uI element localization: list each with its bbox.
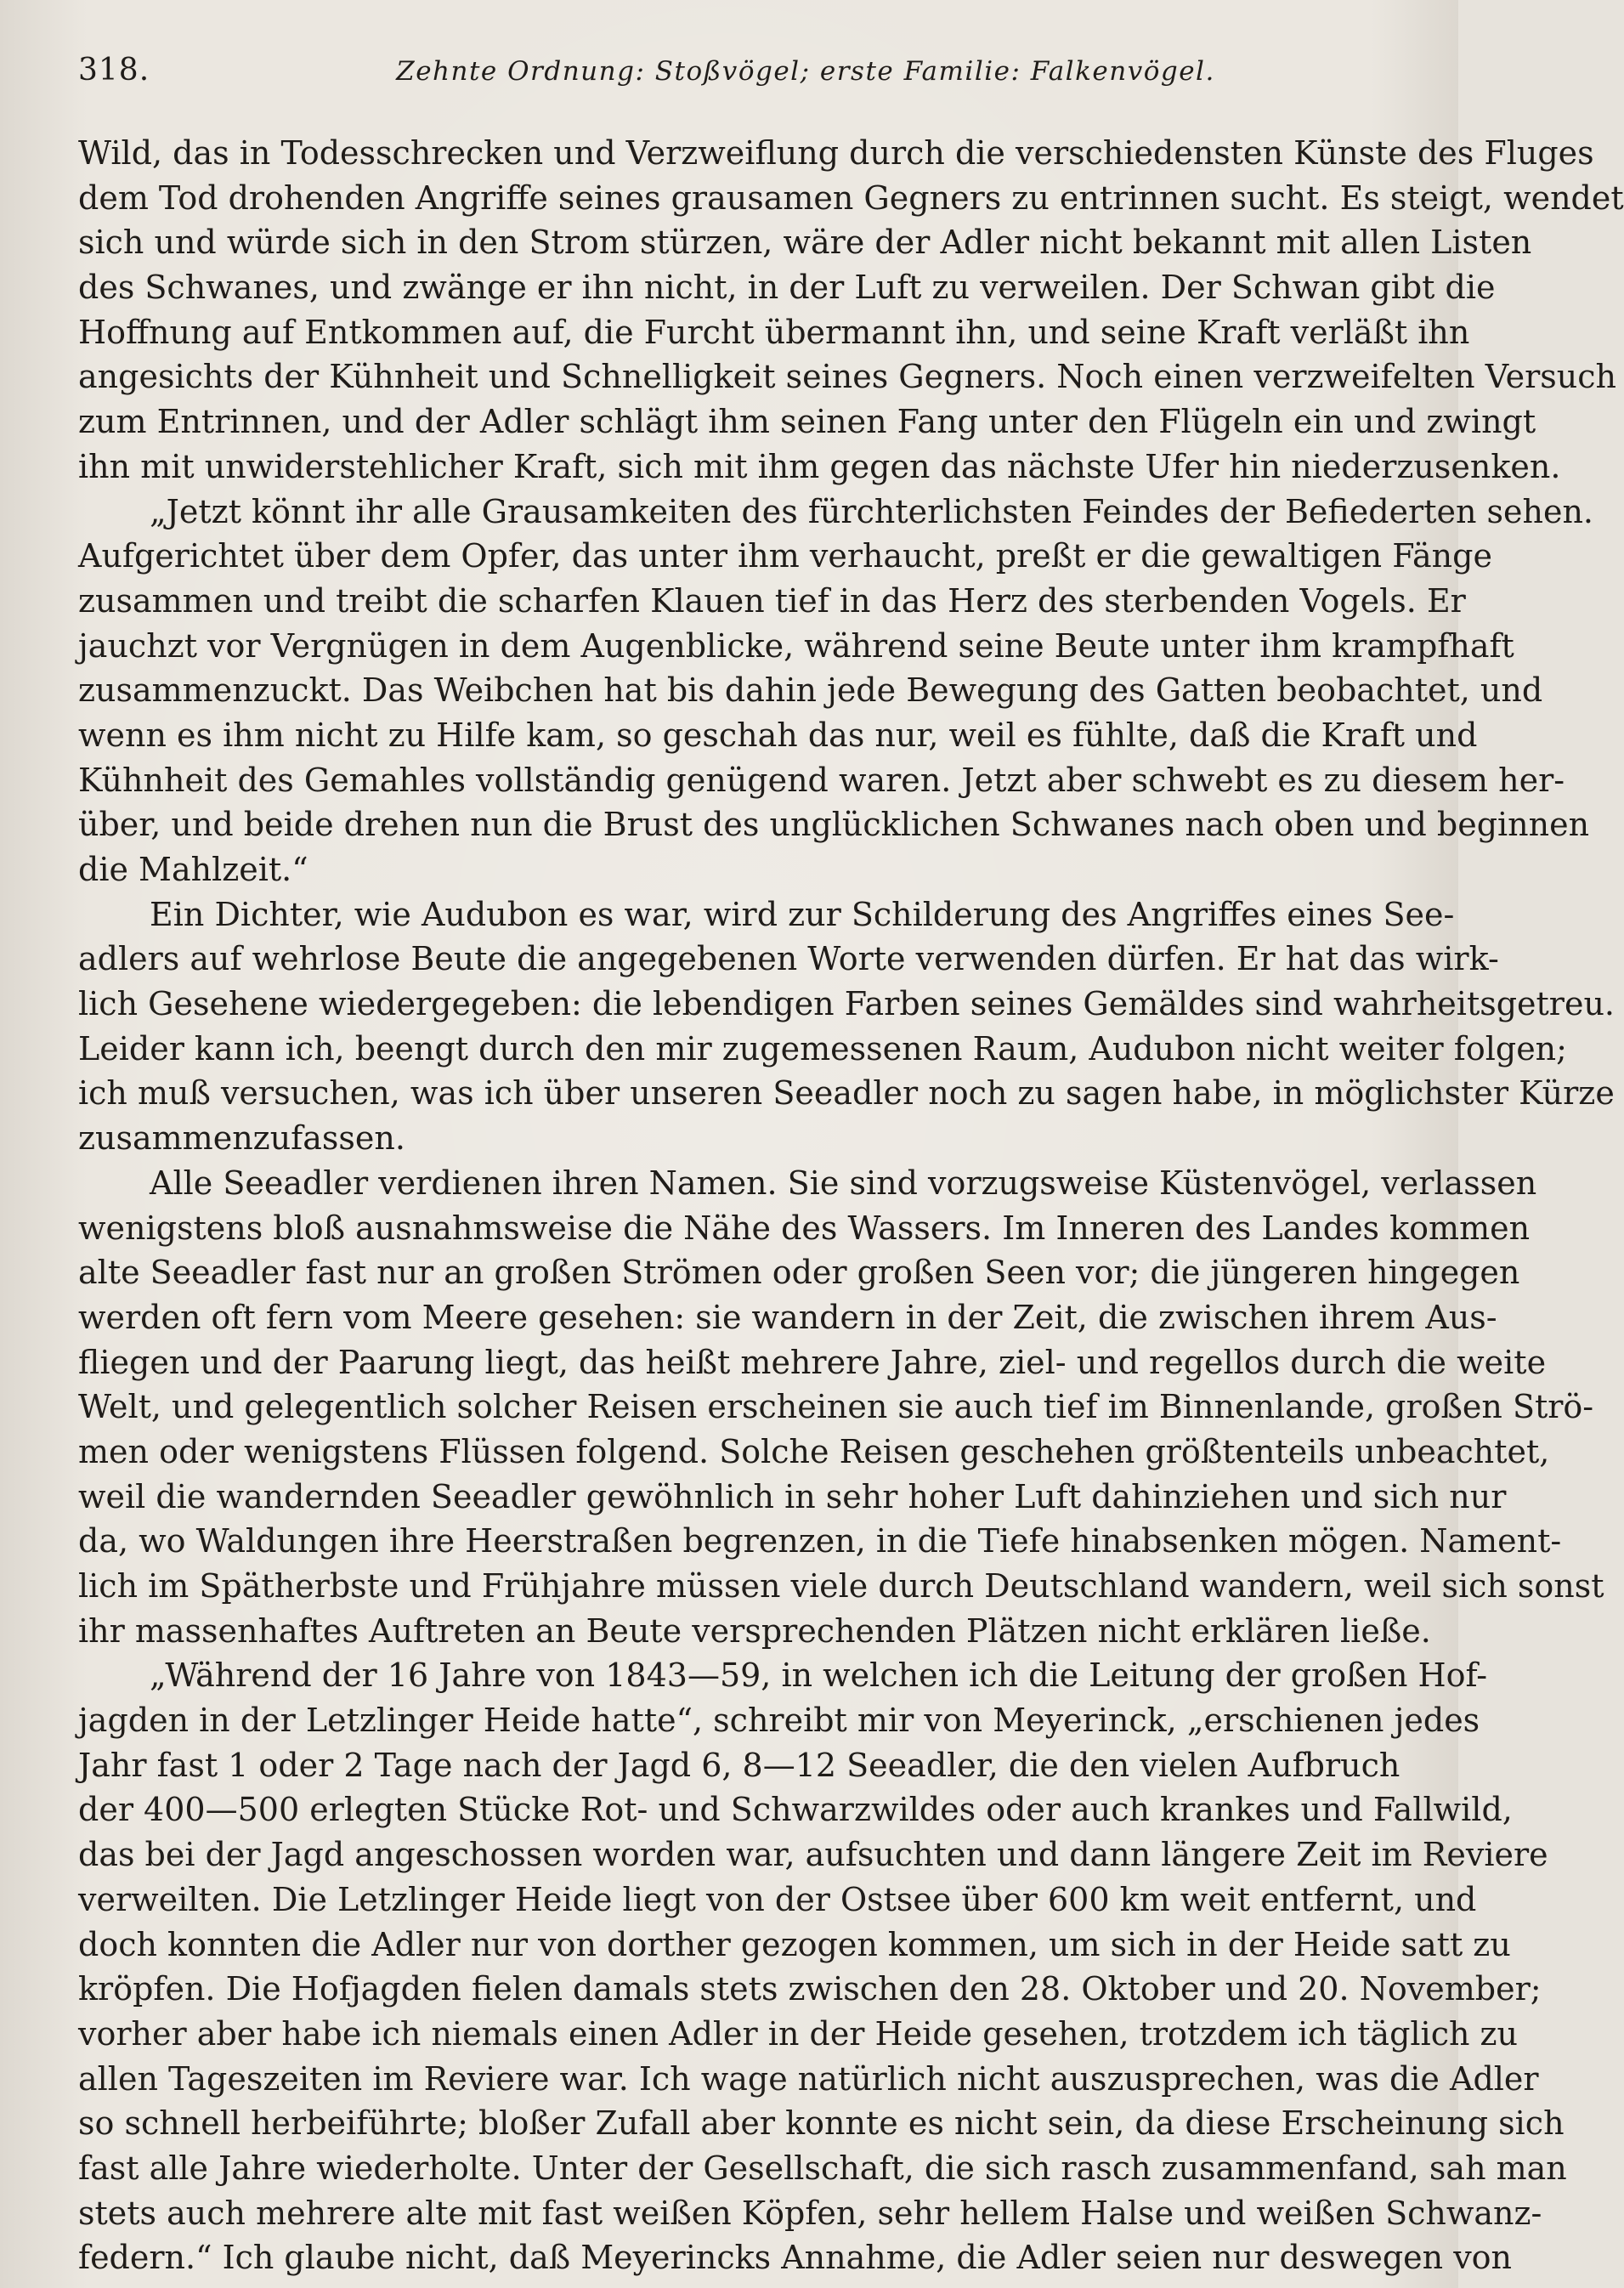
- text-line: so schnell herbeiführte; bloßer Zufall aber konnte es nicht sein, da diese Erscheinung sich: [78, 2104, 1565, 2143]
- text-line: Kühnheit des Gemahles vollständig genügend waren. Jetzt aber schwebt es zu diesem her-: [78, 761, 1565, 799]
- text-line: verweilten. Die Letzlinger Heide liegt von der Ostsee über 600 km weit entfernt, und: [78, 1880, 1477, 1918]
- text-line: „Jetzt könnt ihr alle Grausamkeiten des fürchterlichsten Feindes der Befiederten sehen.: [150, 492, 1594, 530]
- text-line: zusammenzufassen.: [78, 1119, 405, 1158]
- text-line: wenn es ihm nicht zu Hilfe kam, so geschah das nur, weil es fühlte, daß die Kraft und: [78, 716, 1478, 754]
- text-line: zusammenzuckt. Das Weibchen hat bis dahin jede Bewegung des Gatten beobachtet, und: [78, 671, 1543, 710]
- text-line: doch konnten die Adler nur von dorther gezogen kommen, um sich in der Heide satt zu: [78, 1925, 1511, 1963]
- text-line: Leider kann ich, beengt durch den mir zugemessenen Raum, Audubon nicht weiter folgen;: [78, 1029, 1567, 1068]
- text-line: allen Tageszeiten im Reviere war. Ich wage natürlich nicht auszusprechen, was die Adler: [78, 2059, 1539, 2098]
- text-line: men oder wenigstens Flüssen folgend. Solche Reisen geschehen größtenteils unbeachtet,: [78, 1432, 1550, 1470]
- text-line: Wild, das in Todesschrecken und Verzweiflung durch die verschiedensten Künste des Fluges: [78, 134, 1594, 172]
- text-line: Alle Seeadler verdienen ihren Namen. Sie sind vorzugsweise Küstenvögel, verlassen: [150, 1164, 1537, 1202]
- text-line: da, wo Waldungen ihre Heerstraßen begrenzen, in die Tiefe hinabsenken mögen. Nament-: [78, 1522, 1562, 1560]
- text-line: federn.“ Ich glaube nicht, daß Meyerincks Annahme, die Adler seien nur deswegen von: [78, 2239, 1513, 2277]
- text-line: angesichts der Kühnheit und Schnelligkeit seines Gegners. Noch einen verzweifelten Versuch: [78, 358, 1617, 396]
- text-line: werden oft fern vom Meere gesehen: sie wandern in der Zeit, die zwischen ihrem Aus-: [78, 1298, 1497, 1336]
- text-line: vorher aber habe ich niemals einen Adler in der Heide gesehen, trotzdem ich täglich zu: [78, 2014, 1519, 2053]
- text-line: lich Gesehene wiedergegeben: die lebendigen Farben seines Gemäldes sind wahrheitsgetreu.: [78, 985, 1616, 1023]
- running-title: Zehnte Ordnung: Stoßvögel; erste Familie: Falkenvögel.: [396, 56, 1215, 87]
- text-line: Aufgerichtet über dem Opfer, das unter ihm verhaucht, preßt er die gewaltigen Fänge: [78, 537, 1492, 575]
- text-line: zum Entrinnen, und der Adler schlägt ihm seinen Fang unter den Flügeln ein und zwingt: [78, 403, 1536, 441]
- text-line: jagden in der Letzlinger Heide hatte“, schreibt mir von Meyerinck, „erschienen jedes: [78, 1702, 1480, 1740]
- text-line: sich und würde sich in den Strom stürzen, wäre der Adler nicht bekannt mit allen Listen: [78, 224, 1532, 262]
- text-line: stets auch mehrere alte mit fast weißen Köpfen, sehr hellem Halse und weißen Schwanz-: [78, 2194, 1542, 2232]
- text-line: jauchzt vor Vergnügen in dem Augenblicke, während seine Beute unter ihm krampfhaft: [78, 626, 1514, 665]
- page-header: [78, 53, 1380, 104]
- text-line: Ein Dichter, wie Audubon es war, wird zur Schilderung des Angriffes eines See-: [150, 895, 1455, 933]
- text-line: der 400—500 erlegten Stücke Rot- und Schwarzwildes oder auch krankes und Fallwild,: [78, 1791, 1513, 1829]
- text-line: Jahr fast 1 oder 2 Tage nach der Jagd 6, 8—12 Seeadler, die den vielen Aufbruch: [78, 1746, 1400, 1784]
- text-line: Hoffnung auf Entkommen auf, die Furcht übermannt ihn, und seine Kraft verläßt ihn: [78, 313, 1470, 351]
- text-line: ich muß versuchen, was ich über unseren Seeadler noch zu sagen habe, in möglichster Kürze: [78, 1074, 1615, 1113]
- text-line: fast alle Jahre wiederholte. Unter der Gesellschaft, die sich rasch zusammenfand, sah man: [78, 2149, 1567, 2187]
- body-text: [78, 131, 1624, 2280]
- page-number: 318.: [78, 53, 150, 88]
- text-line: fliegen und der Paarung liegt, das heißt mehrere Jahre, ziel- und regellos durch die weite: [78, 1343, 1547, 1381]
- text-line: des Schwanes, und zwänge er ihn nicht, in der Luft zu verweilen. Der Schwan gibt die: [78, 269, 1496, 307]
- text-line: dem Tod drohenden Angriffe seines grausamen Gegners zu entrinnen sucht. Es steigt, wendet: [78, 178, 1624, 217]
- text-line: adlers auf wehrlose Beute die angegebenen Worte verwenden dürfen. Er hat das wirk-: [78, 940, 1499, 978]
- text-line: kröpfen. Die Hofjagden fielen damals stets zwischen den 28. Oktober und 20. November;: [78, 1970, 1542, 2008]
- text-line: weil die wandernden Seeadler gewöhnlich in sehr hoher Luft dahinziehen und sich nur: [78, 1477, 1507, 1515]
- text-line: zusammen und treibt die scharfen Klauen tief in das Herz des sterbenden Vogels. Er: [78, 581, 1466, 620]
- text-line: ihn mit unwiderstehlicher Kraft, sich mit ihm gegen das nächste Ufer hin niederzusenken.: [78, 447, 1561, 485]
- text-line: wenigstens bloß ausnahmsweise die Nähe des Wassers. Im Inneren des Landes kommen: [78, 1209, 1531, 1247]
- text-line: über, und beide drehen nun die Brust des unglücklichen Schwanes nach oben und beginnen: [78, 806, 1590, 844]
- text-line: lich im Spätherbste und Frühjahre müssen viele durch Deutschland wandern, weil sich sonst: [78, 1567, 1604, 1605]
- text-line: ihr massenhaftes Auftreten an Beute versprechenden Plätzen nicht erklären ließe.: [78, 1611, 1431, 1650]
- text-line: das bei der Jagd angeschossen worden war, aufsuchten und dann längere Zeit im Reviere: [78, 1836, 1548, 1874]
- text-line: alte Seeadler fast nur an großen Strömen oder großen Seen vor; die jüngeren hingegen: [78, 1254, 1520, 1292]
- text-line: Welt, und gelegentlich solcher Reisen erscheinen sie auch tief im Binnenlande, großen Strö-: [78, 1388, 1594, 1426]
- text-line: „Während der 16 Jahre von 1843—59, in welchen ich die Leitung der großen Hof-: [150, 1657, 1488, 1695]
- text-line: die Mahlzeit.“: [78, 851, 308, 888]
